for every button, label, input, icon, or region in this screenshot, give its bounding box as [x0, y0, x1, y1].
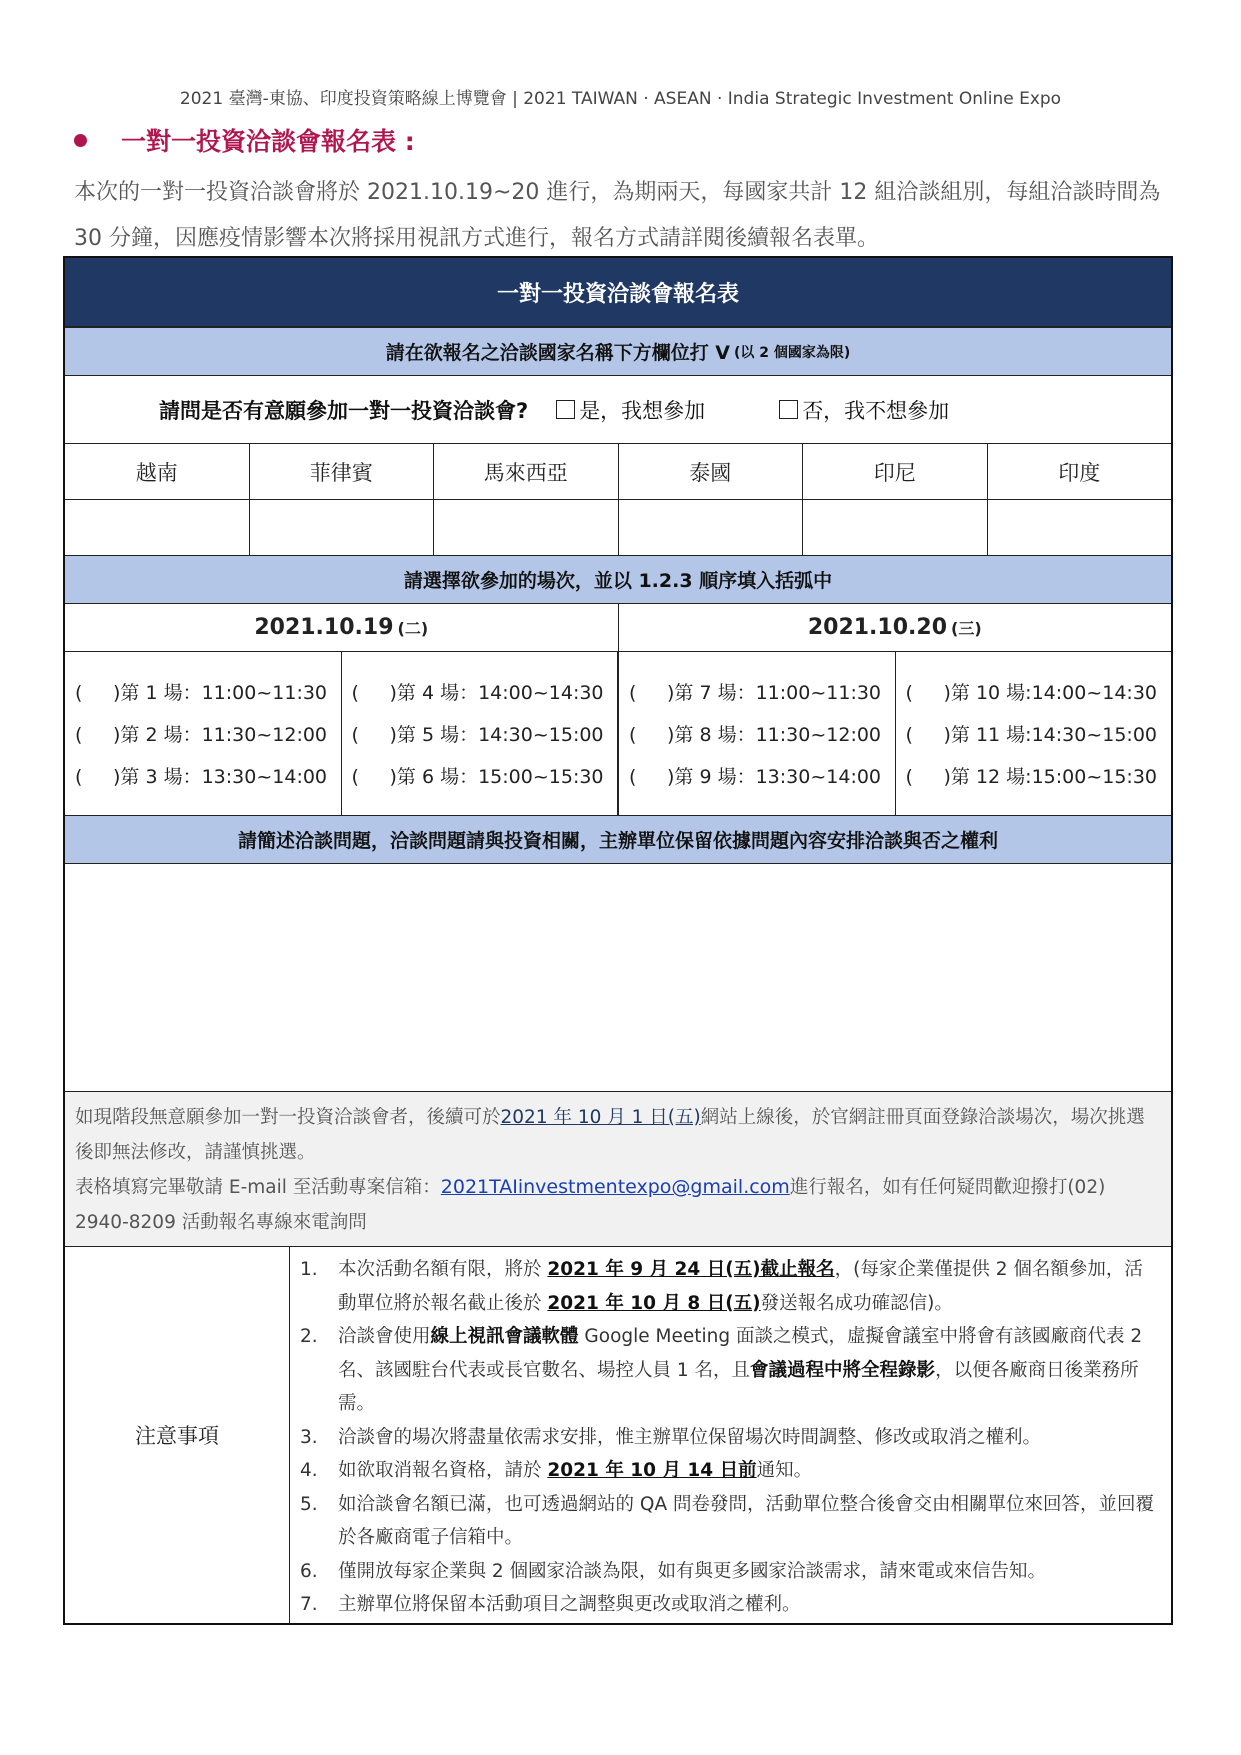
question-textarea[interactable] — [65, 864, 1171, 1092]
question-text: 請問是否有意願參加一對一投資洽談會? — [159, 398, 529, 423]
day2-date: 2021.10.20 — [807, 615, 948, 640]
day2-header — [619, 604, 1172, 651]
session-column — [896, 652, 1172, 815]
country-mark-field[interactable] — [434, 500, 619, 555]
country-mark-row — [65, 500, 1171, 556]
session-option[interactable]: ( )第 10 場:14:00~14:30 — [905, 682, 1158, 704]
registration-form — [63, 256, 1173, 1625]
yes-option[interactable] — [556, 395, 705, 425]
caution-item: 1. 本次活動名額有限，將於 2021 年 9 月 24 日(五)截止報名，(每家企業僅提供 2 個名額參加，活動單位將於報名截止後於 2021 年 10 月 8 日(五)發送報名成功確認信)。 — [300, 1259, 1143, 1314]
session-option[interactable]: ( )第 5 場：14:30~15:00 — [351, 724, 604, 746]
country-cell: 泰國 — [619, 444, 804, 499]
caution-item: 7. 主辦單位將保留本活動項目之調整與更改或取消之權利。 — [300, 1594, 801, 1615]
caution-item: 4. 如欲取消報名資格，請於 2021 年 10 月 14 日前通知。 — [300, 1460, 813, 1481]
page-header: 2021 臺灣-東協、印度投資策略線上博覽會 | 2021 TAIWAN · ASEAN · India Strategic Investment Online Expo — [179, 89, 1062, 109]
caution-item: 6. 僅開放每家企業與 2 個國家洽談為限，如有與更多國家洽談需求，請來電或來信告知。 — [300, 1560, 1047, 1582]
country-cell: 印度 — [1058, 460, 1101, 485]
participation-question — [65, 376, 1171, 444]
caution-label: 注意事項 — [65, 1247, 290, 1623]
country-mark-field[interactable] — [619, 500, 804, 555]
session-option[interactable]: ( )第 9 場：13:30~14:00 — [629, 766, 882, 788]
intro-paragraph: 本次的一對一投資洽談會將於 2021.10.19~20 進行，為期兩天，每國家共計 12 組洽談組別，每組洽談時間為 30 分鐘，因應疫情影響本次將採用視訊方式進行，報名方式請詳閱後續報名表單。 — [74, 180, 1161, 251]
contact-email-link[interactable]: 2021TAIinvestmentexpo@gmail.com — [440, 1176, 790, 1198]
session-option[interactable]: ( )第 6 場：15:00~15:30 — [351, 766, 604, 788]
no-option[interactable] — [779, 395, 949, 425]
note-1: 如現階段無意願參加一對一投資洽談會者，後續可於2021 年 10 月 1 日(五)網站上線後，於官網註冊頁面登錄洽談場次，場次挑選後即無法修改，請謹慎挑選。 — [75, 1107, 1145, 1163]
caution-list — [290, 1247, 1171, 1623]
form-banner: 一對一投資洽談會報名表 — [65, 258, 1171, 328]
session-grid — [65, 652, 1171, 816]
country-cell: 越南 — [65, 444, 250, 499]
yes-checkbox[interactable] — [556, 400, 575, 419]
country-header-row — [65, 444, 1171, 500]
country-mark-field[interactable] — [988, 500, 1172, 555]
country-instruction-text: 請在欲報名之洽談國家名稱下方欄位打 V — [385, 342, 731, 364]
caution-section — [65, 1247, 1171, 1623]
registration-notes — [65, 1092, 1171, 1247]
day2-weekday: (三) — [951, 619, 982, 638]
country-mark-field[interactable] — [65, 500, 250, 555]
yes-label: 是，我想參加 — [579, 398, 706, 423]
session-column — [65, 652, 342, 815]
country-mark-field[interactable] — [803, 500, 988, 555]
note-2: 表格填寫完畢敬請 E-mail 至活動專案信箱：2021TAIinvestmentexpo@gmail.com進行報名，如有任何疑問歡迎撥打(02) 2940-8209 活動報名專線來電詢問 — [75, 1176, 1106, 1233]
section-title-text: 一對一投資洽談會報名表 : — [121, 127, 415, 156]
section-title — [74, 122, 415, 158]
day1-header — [65, 604, 619, 651]
no-label: 否，我不想參加 — [802, 398, 950, 423]
session-option[interactable]: ( )第 3 場：13:30~14:00 — [75, 766, 328, 788]
day1-date: 2021.10.19 — [254, 615, 394, 640]
session-option[interactable]: ( )第 1 場：11:00~11:30 — [75, 682, 328, 704]
country-cell: 菲律賓 — [250, 444, 435, 499]
country-mark-field[interactable] — [250, 500, 435, 555]
day1-weekday: (二) — [397, 619, 429, 638]
country-cell: 印尼 — [803, 444, 988, 499]
session-option[interactable]: ( )第 12 場:15:00~15:30 — [905, 766, 1158, 788]
caution-item: 5. 如洽談會名額已滿，也可透過網站的 QA 問卷發問，活動單位整合後會交由相關單位來回答，並回覆於各廠商電子信箱中。 — [300, 1493, 1154, 1548]
session-column — [342, 652, 620, 815]
session-option[interactable]: ( )第 11 場:14:30~15:00 — [905, 724, 1158, 746]
country-instruction — [65, 328, 1171, 376]
country-cell: 馬來西亞 — [434, 444, 619, 499]
session-option[interactable]: ( )第 8 場：11:30~12:00 — [629, 724, 882, 746]
question-instruction: 請簡述洽談問題，洽談問題請與投資相關，主辦單位保留依據問題內容安排洽談與否之權利 — [65, 816, 1171, 864]
caution-item: 2. 洽談會使用線上視訊會議軟體 Google Meeting 面談之模式，虛擬會議室中將會有該國廠商代表 2 名、該國駐台代表或長官數名、場控人員 1 名，且會議過程中將全程錄影，以便各廠商日後業務所需。 — [300, 1326, 1143, 1414]
session-option[interactable]: ( )第 7 場：11:00~11:30 — [629, 682, 882, 704]
country-instruction-note: (以 2 個國家為限) — [734, 344, 851, 361]
session-instruction: 請選擇欲參加的場次，並以 1.2.3 順序填入括弧中 — [65, 556, 1171, 604]
session-column — [619, 652, 896, 815]
no-checkbox[interactable] — [779, 400, 798, 419]
caution-item: 3. 洽談會的場次將盡量依需求安排，惟主辦單位保留場次時間調整、修改或取消之權利。 — [300, 1426, 1042, 1448]
date-header-row — [65, 604, 1171, 652]
launch-date: 2021 年 10 月 1 日(五) — [500, 1107, 701, 1128]
session-option[interactable]: ( )第 2 場：11:30~12:00 — [75, 724, 328, 746]
session-option[interactable]: ( )第 4 場：14:00~14:30 — [351, 682, 604, 704]
bullet-icon — [74, 134, 87, 147]
